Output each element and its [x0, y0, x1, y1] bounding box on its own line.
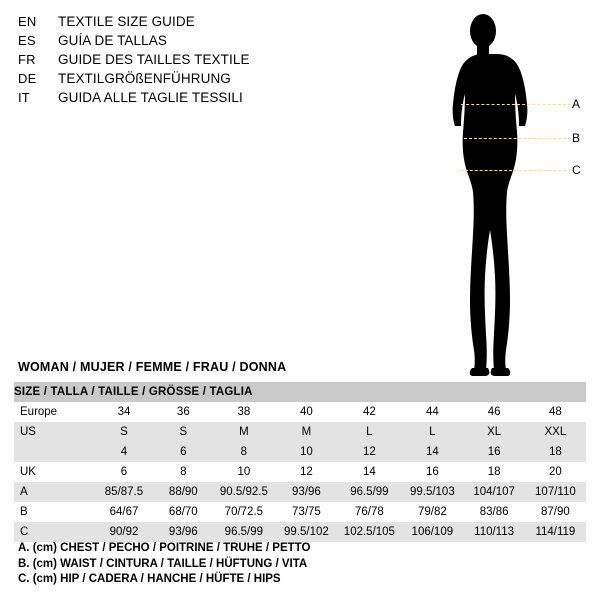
table-cell: 10 [212, 462, 275, 482]
table-cell: 73/75 [275, 502, 337, 522]
table-cell: 104/107 [463, 482, 524, 502]
language-row [18, 14, 318, 33]
table-cell: 42 [338, 402, 402, 422]
table-cell: 93/96 [275, 482, 337, 502]
language-row [18, 90, 318, 109]
table-row [14, 442, 586, 462]
language-title: TEXTILE SIZE GUIDE [58, 14, 195, 29]
table-cell: L [401, 422, 463, 442]
table-cell: 83/86 [463, 502, 524, 522]
table-row [14, 502, 586, 522]
table-cell: 48 [525, 402, 586, 422]
table-cell: 14 [338, 462, 402, 482]
table-cell: 102.5/105 [338, 522, 402, 542]
row-label: C [14, 522, 94, 542]
language-row [18, 52, 318, 71]
row-label: A [14, 482, 94, 502]
table-cell: 10 [275, 442, 337, 462]
measure-line-hip [460, 170, 571, 171]
table-cell: 64/67 [94, 502, 155, 522]
table-cell: 36 [154, 402, 212, 422]
size-table-wrapper [14, 382, 586, 542]
table-row [14, 422, 586, 442]
measurement-notes [18, 541, 310, 588]
table-row [14, 482, 586, 502]
table-cell: 20 [525, 462, 586, 482]
table-cell: 4 [94, 442, 155, 462]
table-cell: 99.5/103 [401, 482, 463, 502]
table-cell: 85/87.5 [94, 482, 155, 502]
table-header-row [14, 382, 586, 402]
table-cell: 114/119 [525, 522, 586, 542]
table-cell: 46 [463, 402, 524, 422]
table-cell: 88/90 [154, 482, 212, 502]
row-label: B [14, 502, 94, 522]
section-title: WOMAN / MUJER / FEMME / FRAU / DONNA [18, 360, 287, 374]
table-cell: 96.5/99 [338, 482, 402, 502]
language-title: GUIDA ALLE TAGLIE TESSILI [58, 90, 243, 105]
table-cell: M [275, 422, 337, 442]
table-cell: 14 [401, 442, 463, 462]
table-cell: 70/72.5 [212, 502, 275, 522]
language-code: IT [18, 90, 30, 105]
table-cell: 34 [94, 402, 155, 422]
table-cell: 87/90 [525, 502, 586, 522]
row-label [14, 442, 94, 462]
language-code: DE [18, 71, 37, 86]
language-row [18, 71, 318, 90]
size-table [14, 382, 586, 542]
table-cell: 90/92 [94, 522, 155, 542]
table-cell: 96.5/99 [212, 522, 275, 542]
table-cell: 16 [463, 442, 524, 462]
table-row [14, 462, 586, 482]
table-cell: 6 [94, 462, 155, 482]
language-heading-block [18, 14, 318, 109]
row-label: US [14, 422, 94, 442]
table-header-cell: SIZE / TALLA / TAILLE / GRÖSSE / TAGLIA [14, 382, 586, 402]
table-cell: 8 [154, 462, 212, 482]
table-cell: 12 [275, 462, 337, 482]
table-cell: 68/70 [154, 502, 212, 522]
table-row [14, 522, 586, 542]
female-body-silhouette-icon [420, 8, 590, 378]
language-code: EN [18, 14, 37, 29]
measure-line-chest [461, 104, 571, 105]
table-cell: M [212, 422, 275, 442]
table-cell: 107/110 [525, 482, 586, 502]
table-row [14, 402, 586, 422]
table-cell: XL [463, 422, 524, 442]
measure-label-b: B [572, 131, 581, 145]
note-hip: C. (cm) HIP / CADERA / HANCHE / HÜFTE / HIPS [18, 573, 281, 585]
table-cell: 8 [212, 442, 275, 462]
table-cell: 16 [401, 462, 463, 482]
table-cell: S [94, 422, 155, 442]
table-cell: 93/96 [154, 522, 212, 542]
figure-illustration [420, 8, 590, 378]
note-waist: B. (cm) WAIST / CINTURA / TAILLE / HÜFTUNG / VITA [18, 557, 308, 570]
measure-label-a: A [572, 97, 581, 111]
table-cell: 44 [401, 402, 463, 422]
table-cell: 6 [154, 442, 212, 462]
table-cell: 40 [275, 402, 337, 422]
language-title: TEXTILGRÖßENFÜHRUNG [58, 71, 231, 86]
table-cell: XXL [525, 422, 586, 442]
row-label: UK [14, 462, 94, 482]
table-cell: 38 [212, 402, 275, 422]
measure-line-waist [464, 138, 571, 139]
language-title: GUÍA DE TALLAS [58, 33, 167, 48]
language-title: GUIDE DES TAILLES TEXTILE [58, 52, 250, 67]
language-code: ES [18, 33, 36, 48]
table-cell: 18 [525, 442, 586, 462]
table-cell: 12 [338, 442, 402, 462]
note-chest: A. (cm) CHEST / PECHO / POITRINE / TRUHE / PETTO [18, 542, 311, 554]
table-cell: S [154, 422, 212, 442]
table-cell: 106/109 [401, 522, 463, 542]
table-cell: 90.5/92.5 [212, 482, 275, 502]
table-cell: 18 [463, 462, 524, 482]
row-label: Europe [14, 402, 94, 422]
table-cell: L [338, 422, 402, 442]
measure-label-c: C [572, 163, 581, 177]
table-cell: 99.5/102 [275, 522, 337, 542]
table-cell: 76/78 [338, 502, 402, 522]
table-cell: 110/113 [463, 522, 524, 542]
language-code: FR [18, 52, 36, 67]
table-cell: 79/82 [401, 502, 463, 522]
language-row [18, 33, 318, 52]
